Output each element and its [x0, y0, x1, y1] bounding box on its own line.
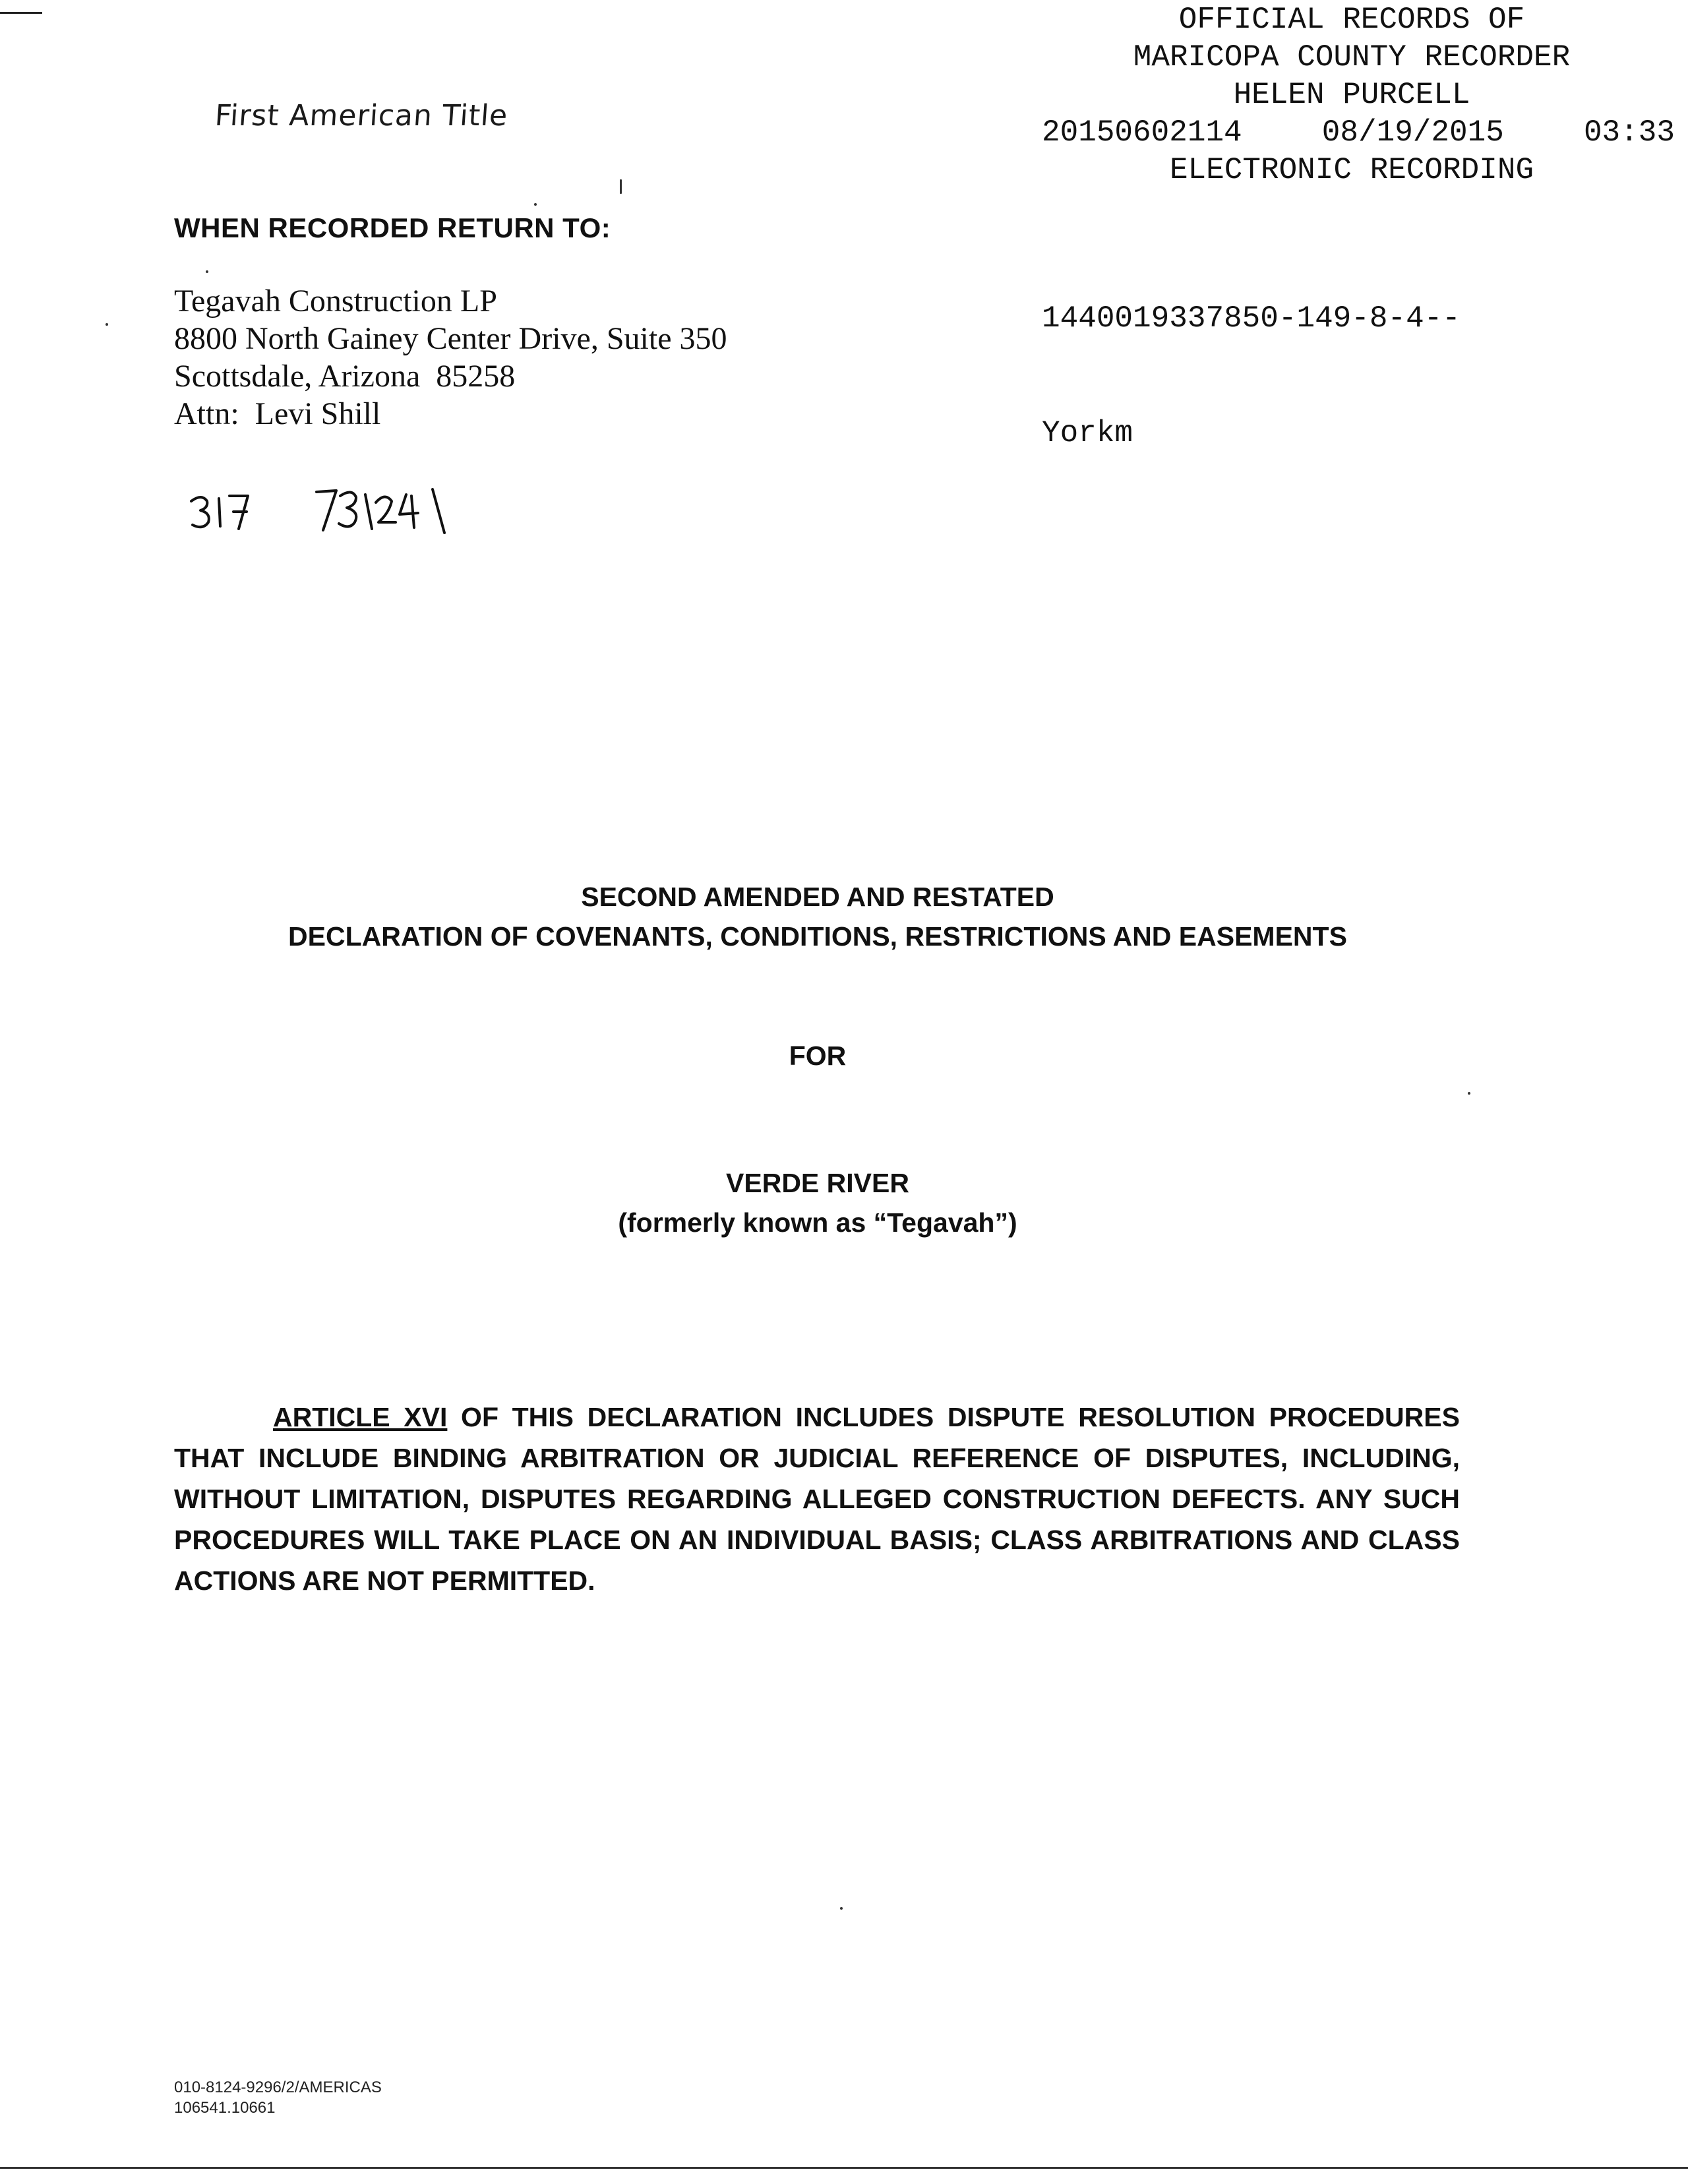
- title-for: FOR: [789, 1041, 847, 1071]
- recording-date: 08/19/2015: [1321, 115, 1504, 150]
- dispute-resolution-notice: [174, 1397, 1460, 1601]
- address-line: Attn: Levi Shill: [174, 396, 381, 431]
- project-name-block: [0, 1163, 1635, 1242]
- recorder-line-record: [1029, 114, 1675, 152]
- scan-artifact-bottom: [0, 2167, 1688, 2169]
- scan-speck: [840, 1907, 843, 1910]
- recording-time: 03:33: [1583, 115, 1675, 150]
- title-company-name: First American Title: [214, 99, 510, 133]
- notice-body: OF THIS DECLARATION INCLUDES DISPUTE RESOLUTION PROCEDURES THAT INCLUDE BINDING ARBITRATION OR JUDICIAL REFERENCE OF DISPUTES, INCLUDING, WITHOUT LIMITATION, DISPUTES REGARDING ALLEGED CONSTRUCTION DEFECTS. ANY SUCH PROCEDURES WILL TAKE PLACE ON AN INDIVIDUAL BASIS; CLASS ARBITRATIONS AND CLASS ACTIONS ARE NOT PERMITTED.: [174, 1402, 1460, 1596]
- scan-speck: [1468, 1092, 1470, 1095]
- scan-speck: [534, 203, 537, 206]
- recording-clerk: Yorkm: [1042, 416, 1133, 450]
- recorder-reference-block: [1042, 223, 1461, 529]
- scan-speck: [206, 270, 208, 273]
- address-line: 8800 North Gainey Center Drive, Suite 350: [174, 321, 727, 356]
- recorder-line-official: OFFICIAL RECORDS OF: [1178, 3, 1525, 37]
- address-line: Scottsdale, Arizona 85258: [174, 359, 516, 394]
- recorder-stamp: [1029, 1, 1675, 189]
- footer-matter-id: 106541.10661: [174, 2099, 276, 2117]
- recording-reference: 1440019337850-149-8-4--: [1042, 301, 1461, 336]
- recorder-line-county: MARICOPA COUNTY RECORDER: [1133, 40, 1571, 75]
- project-name: VERDE RIVER: [726, 1168, 909, 1198]
- article-reference: ARTICLE XVI: [273, 1402, 448, 1432]
- title-company-stamp: [214, 99, 509, 133]
- project-former-name: (formerly known as “Tegavah”): [618, 1207, 1017, 1238]
- footer-document-ids: [174, 2077, 382, 2118]
- handwritten-file-number-text: 317 731241: [187, 540, 195, 541]
- return-to-heading: WHEN RECORDED RETURN TO:: [174, 212, 611, 243]
- recorder-line-electronic: ELECTRONIC RECORDING: [1169, 153, 1534, 187]
- recorder-line-name: HELEN PURCELL: [1233, 78, 1470, 112]
- address-line: Tegavah Construction LP: [174, 284, 497, 318]
- document-title: [0, 877, 1635, 956]
- title-line-2: DECLARATION OF COVENANTS, CONDITIONS, RESTRICTIONS AND EASEMENTS: [288, 921, 1347, 952]
- scan-artifact-top: [0, 12, 42, 14]
- title-line-1: SECOND AMENDED AND RESTATED: [581, 882, 1054, 912]
- return-address: [174, 282, 727, 433]
- scan-speck: [620, 179, 622, 194]
- scan-speck: [106, 323, 108, 326]
- footer-doc-id: 010-8124-9296/2/AMERICAS: [174, 2078, 382, 2096]
- handwritten-file-number: [187, 476, 517, 542]
- recording-number: 20150602114: [1042, 115, 1242, 150]
